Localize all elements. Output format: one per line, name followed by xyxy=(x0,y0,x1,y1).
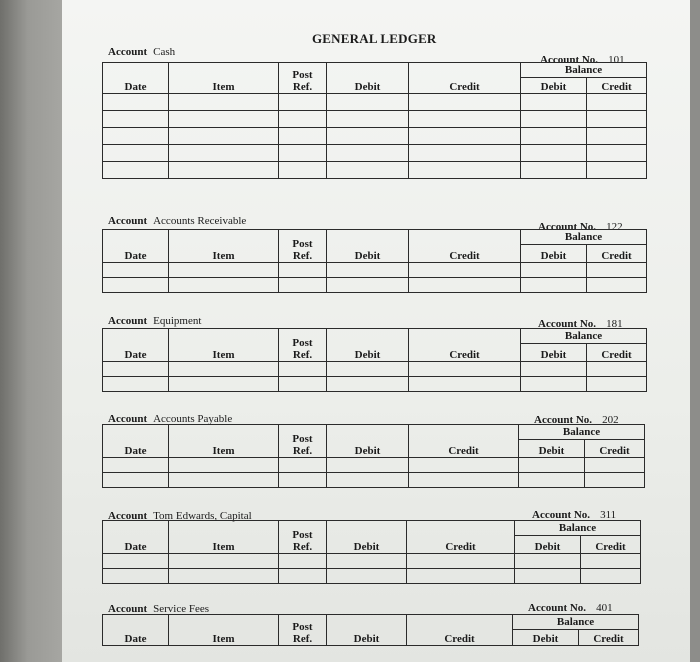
cell xyxy=(169,128,279,145)
account-word: Account xyxy=(108,46,148,58)
cell xyxy=(169,569,279,584)
col-balance: Balance xyxy=(521,63,647,78)
cell xyxy=(521,94,587,111)
col-balance-debit: Debit xyxy=(521,78,587,94)
cell xyxy=(327,569,407,584)
account-name: Accounts Payable xyxy=(153,413,233,425)
cell xyxy=(587,263,647,278)
cell xyxy=(409,128,521,145)
cell xyxy=(327,377,409,392)
account-no-label: Account No. xyxy=(540,54,599,66)
account-name: Cash xyxy=(153,46,176,58)
cell xyxy=(103,128,169,145)
cell xyxy=(103,145,169,162)
col-credit: Credit xyxy=(409,329,521,362)
cell xyxy=(327,458,409,473)
col-item: Item xyxy=(169,329,279,362)
cell xyxy=(169,162,279,179)
cell xyxy=(409,377,521,392)
col-balance-debit: Debit xyxy=(515,536,581,554)
cell xyxy=(327,554,407,569)
col-balance-debit: Debit xyxy=(521,344,587,362)
cell xyxy=(103,162,169,179)
account-no-label: Account No. xyxy=(534,414,593,426)
cell xyxy=(519,473,585,488)
ledger-table-accounts-receivable xyxy=(102,229,647,293)
col-credit: Credit xyxy=(407,521,515,554)
cell xyxy=(279,162,327,179)
cell xyxy=(515,569,581,584)
account-no-label: Account No. xyxy=(532,509,591,521)
cell xyxy=(169,94,279,111)
cell xyxy=(103,94,169,111)
cell xyxy=(103,569,169,584)
col-balance-credit: Credit xyxy=(587,245,647,263)
ledger-table-service-fees xyxy=(102,614,639,646)
account-word: Account xyxy=(108,603,148,615)
cell xyxy=(169,278,279,293)
col-debit: Debit xyxy=(327,615,407,646)
account-cash-label xyxy=(108,46,175,58)
cell xyxy=(327,473,409,488)
col-credit: Credit xyxy=(409,230,521,263)
cell xyxy=(169,263,279,278)
col-post-ref: Post Ref. xyxy=(279,63,327,94)
account-name: Accounts Receivable xyxy=(153,215,247,227)
account-word: Account xyxy=(108,315,148,327)
col-item: Item xyxy=(169,521,279,554)
page-title: GENERAL LEDGER xyxy=(312,31,437,46)
ledger-page xyxy=(62,0,690,662)
col-balance: Balance xyxy=(521,329,647,344)
col-date: Date xyxy=(103,521,169,554)
cell xyxy=(327,362,409,377)
ledger-table-equipment xyxy=(102,328,647,392)
col-date: Date xyxy=(103,230,169,263)
ledger-table-cash xyxy=(102,62,647,179)
cell xyxy=(587,278,647,293)
col-item: Item xyxy=(169,230,279,263)
col-debit: Debit xyxy=(327,230,409,263)
cell xyxy=(407,569,515,584)
col-item: Item xyxy=(169,63,279,94)
cell xyxy=(169,473,279,488)
col-balance: Balance xyxy=(513,615,639,630)
cell xyxy=(521,128,587,145)
cell xyxy=(587,145,647,162)
cell xyxy=(103,458,169,473)
cell xyxy=(279,94,327,111)
col-balance: Balance xyxy=(521,230,647,245)
account-no-label: Account No. xyxy=(538,221,597,233)
account-no-label: Account No. xyxy=(528,602,587,614)
cell xyxy=(521,362,587,377)
cell xyxy=(279,128,327,145)
cell xyxy=(103,263,169,278)
background-left xyxy=(0,0,70,662)
cell xyxy=(169,362,279,377)
cell xyxy=(327,263,409,278)
col-balance-credit: Credit xyxy=(579,630,639,646)
account-number: 311 xyxy=(600,509,617,521)
col-item: Item xyxy=(169,615,279,646)
col-debit: Debit xyxy=(327,63,409,94)
col-balance-credit: Credit xyxy=(587,344,647,362)
account-number: 202 xyxy=(602,414,619,426)
cell xyxy=(327,128,409,145)
cell xyxy=(521,278,587,293)
cell xyxy=(587,128,647,145)
cell xyxy=(279,278,327,293)
col-post-ref: Post Ref. xyxy=(279,521,327,554)
cell xyxy=(103,473,169,488)
col-credit: Credit xyxy=(407,615,513,646)
cell xyxy=(169,111,279,128)
cell xyxy=(409,458,519,473)
cell xyxy=(409,263,521,278)
cell xyxy=(587,111,647,128)
account-number: 181 xyxy=(606,318,623,330)
cell xyxy=(409,111,521,128)
cell xyxy=(279,111,327,128)
col-debit: Debit xyxy=(327,329,409,362)
cell xyxy=(169,554,279,569)
account-number: 101 xyxy=(608,54,625,66)
col-date: Date xyxy=(103,63,169,94)
account-name: Service Fees xyxy=(153,603,210,615)
cell xyxy=(103,377,169,392)
cell xyxy=(327,145,409,162)
cell xyxy=(409,162,521,179)
cell xyxy=(585,458,645,473)
cell xyxy=(279,569,327,584)
col-balance-debit: Debit xyxy=(521,245,587,263)
account-word: Account xyxy=(108,215,148,227)
account-name: Tom Edwards, Capital xyxy=(153,510,252,522)
col-balance: Balance xyxy=(515,521,641,536)
cell xyxy=(279,458,327,473)
col-date: Date xyxy=(103,329,169,362)
col-balance: Balance xyxy=(519,425,645,440)
cell xyxy=(327,94,409,111)
cell xyxy=(521,377,587,392)
cell xyxy=(585,473,645,488)
ledger-table-accounts-payable xyxy=(102,424,645,488)
cell xyxy=(521,263,587,278)
account-word: Account xyxy=(108,510,148,522)
col-post-ref: Post Ref. xyxy=(279,230,327,263)
cell xyxy=(279,145,327,162)
cell xyxy=(521,145,587,162)
cell xyxy=(169,377,279,392)
cell xyxy=(521,162,587,179)
account-equipment-label xyxy=(108,315,201,327)
cell xyxy=(581,569,641,584)
cell xyxy=(581,554,641,569)
col-post-ref: Post Ref. xyxy=(279,615,327,646)
cell xyxy=(169,145,279,162)
account-number: 122 xyxy=(606,221,623,233)
cell xyxy=(515,554,581,569)
cell xyxy=(279,473,327,488)
col-credit: Credit xyxy=(409,63,521,94)
cell xyxy=(409,362,521,377)
account-ar-label xyxy=(108,215,246,227)
cell xyxy=(103,111,169,128)
col-item: Item xyxy=(169,425,279,458)
cell xyxy=(327,278,409,293)
account-service-fees-number xyxy=(528,602,613,614)
col-post-ref: Post Ref. xyxy=(279,425,327,458)
col-balance-credit: Credit xyxy=(585,440,645,458)
account-no-label: Account No. xyxy=(538,318,597,330)
cell xyxy=(587,162,647,179)
cell xyxy=(327,111,409,128)
cell xyxy=(279,263,327,278)
col-debit: Debit xyxy=(327,425,409,458)
account-name: Equipment xyxy=(153,315,202,327)
ledger-table-capital xyxy=(102,520,641,584)
col-balance-credit: Credit xyxy=(581,536,641,554)
cell xyxy=(519,458,585,473)
cell xyxy=(169,458,279,473)
col-date: Date xyxy=(103,615,169,646)
cell xyxy=(409,278,521,293)
cell xyxy=(279,362,327,377)
cell xyxy=(409,473,519,488)
col-date: Date xyxy=(103,425,169,458)
col-balance-debit: Debit xyxy=(519,440,585,458)
cell xyxy=(587,94,647,111)
account-number: 401 xyxy=(596,602,613,614)
cell xyxy=(103,554,169,569)
col-balance-credit: Credit xyxy=(587,78,647,94)
cell xyxy=(587,377,647,392)
cell xyxy=(409,145,521,162)
col-credit: Credit xyxy=(409,425,519,458)
cell xyxy=(279,554,327,569)
col-post-ref: Post Ref. xyxy=(279,329,327,362)
cell xyxy=(327,162,409,179)
cell xyxy=(279,377,327,392)
cell xyxy=(587,362,647,377)
col-debit: Debit xyxy=(327,521,407,554)
cell xyxy=(409,94,521,111)
cell xyxy=(103,362,169,377)
account-word: Account xyxy=(108,413,148,425)
cell xyxy=(103,278,169,293)
cell xyxy=(407,554,515,569)
col-balance-debit: Debit xyxy=(513,630,579,646)
cell xyxy=(521,111,587,128)
